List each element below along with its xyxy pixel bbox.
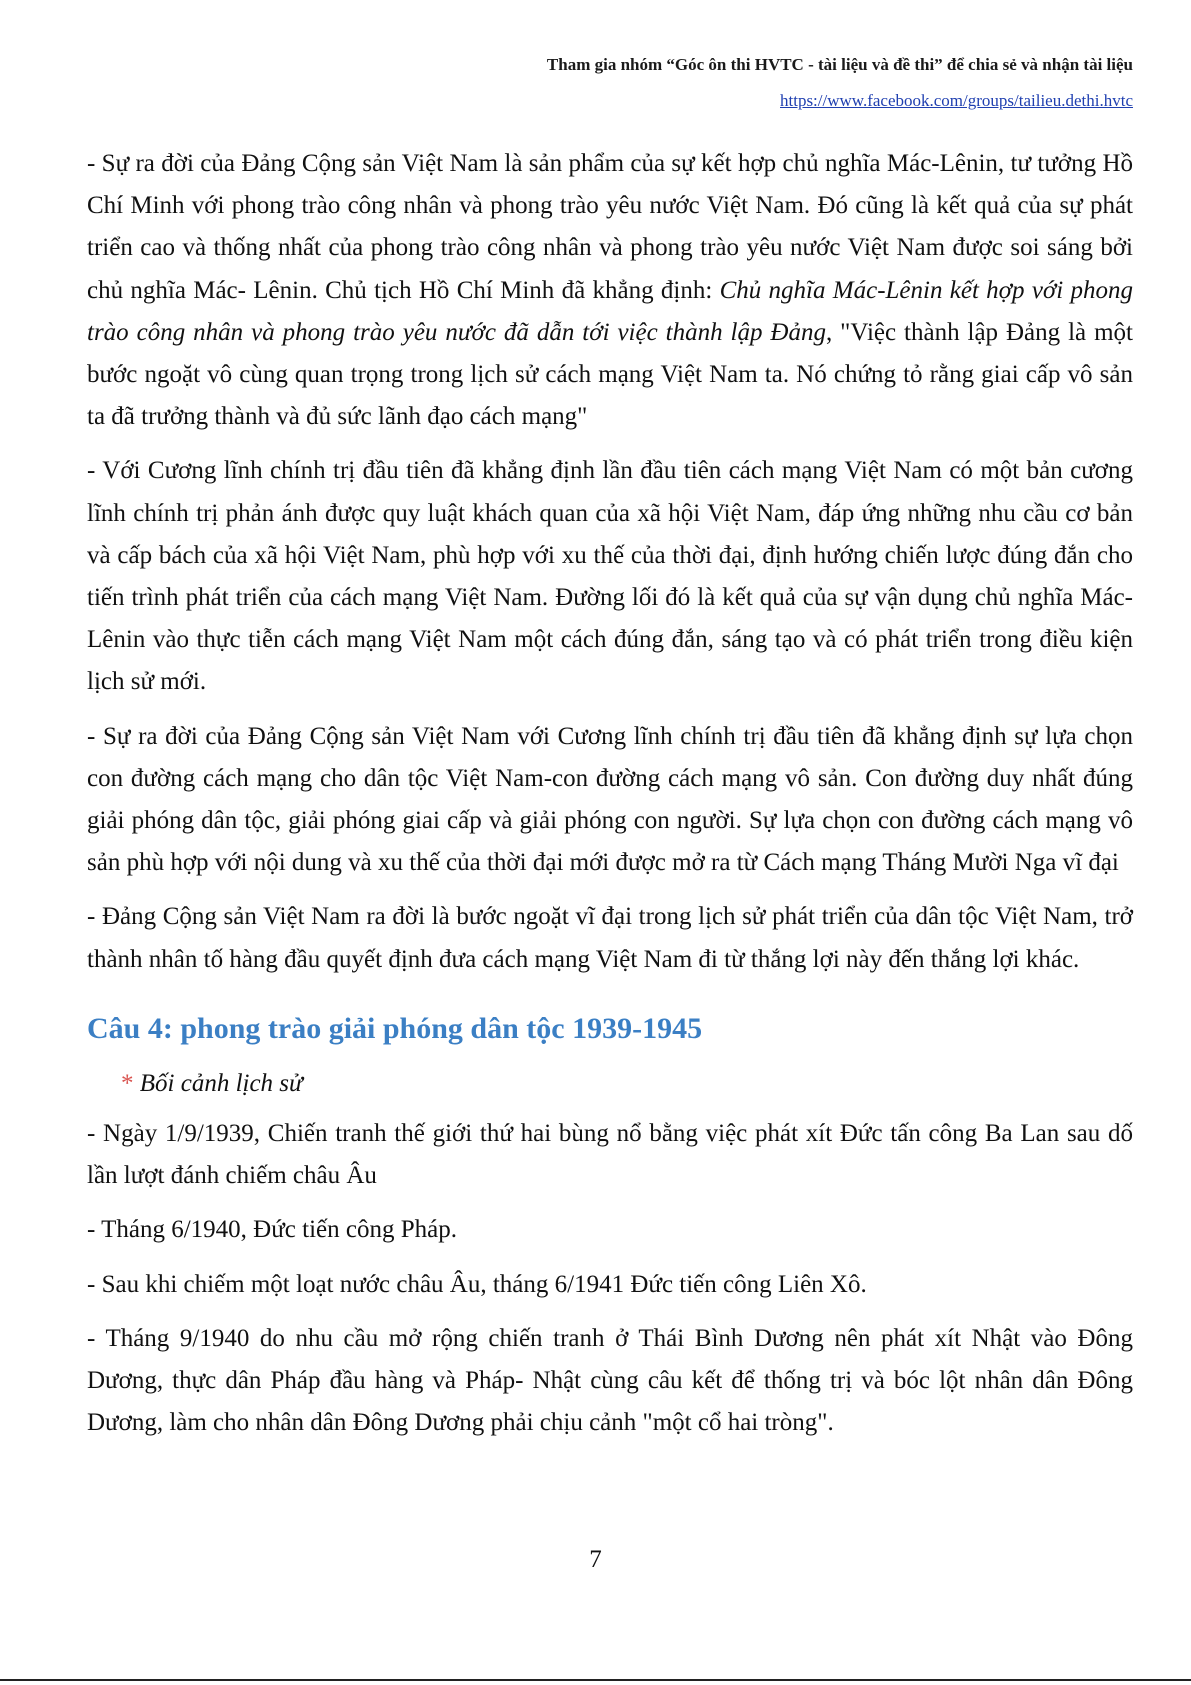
page-content [87,143,1133,1444]
paragraph-text: - Sự ra đời của Đảng Cộng sản Việt Nam là sản phẩm của sự kết hợp chủ nghĩa Mác-Lênin, tư tưởng Hồ Chí Minh với phong trào công nhân và phong trào yêu nước Việt Nam. Đó cũng là kết quả của sự phát triển cao và thống nhất của phong trào công nhân và phong trào yêu nước Việt Nam được soi sáng bởi chủ nghĩa Mác- Lênin. Chủ tịch Hồ Chí Minh đã khẳng định: [87,150,1133,304]
paragraph-text: , "Việc thành lập Đảng là một bước ngoặt vô cùng quan trọng trong lịch sử cách mạng Việt Nam ta. Nó chứng tỏ rằng giai cấp vô sản ta đã trưởng thành và đủ sức lãnh đạo cách mạng" [87,318,1133,431]
section-heading: Câu 4: phong trào giải phóng dân tộc 1939-1945 [87,1011,703,1045]
asterisk-bullet: * [121,1069,134,1097]
paragraph-party-founding [87,143,1133,438]
list-item: - Tháng 6/1940, Đức tiến công Pháp. [87,1216,457,1244]
facebook-group-link[interactable]: https://www.facebook.com/groups/tailieu.dethi.hvtc [780,91,1133,110]
header-title: Tham gia nhóm “Góc ôn thi HVTC - tài liệu và đề thi” để chia sẻ và nhận tài liệu [546,55,1133,74]
paragraph-political-platform: - Với Cương lĩnh chính trị đầu tiên đã khẳng định lần đầu tiên cách mạng Việt Nam có một bản cương lĩnh chính trị phản ánh được quy luật khách quan của xã hội Việt Nam, đáp ứng những nhu cầu cơ bản và cấp bách của xã hội Việt Nam, phù hợp với xu thế của thời đại, định hướng chiến lược đúng đắn cho tiến trình phát triển của cách mạng Việt Nam. Đường lối đó là kết quả của sự vận dụng chủ nghĩa Mác- Lênin vào thực tiễn cách mạng Việt Nam một cách đúng đắn, sáng tạo và có phát triển trong điều kiện lịch sử mới. [87,457,1133,696]
list-item: - Sau khi chiếm một loạt nước châu Âu, tháng 6/1941 Đức tiến công Liên Xô. [87,1270,867,1298]
bottom-divider [0,1679,1191,1681]
list-item: - Ngày 1/9/1939, Chiến tranh thế giới thứ hai bùng nổ bằng việc phát xít Đức tấn công Ba Lan sau dố lần lượt đánh chiếm châu Âu [87,1120,1133,1190]
paragraph-revolution-path: - Sự ra đời của Đảng Cộng sản Việt Nam với Cương lĩnh chính trị đầu tiên đã khẳng định sự lựa chọn con đường cách mạng cho dân tộc Việt Nam-con đường cách mạng vô sản. Con đường duy nhất đúng giải phóng dân tộc, giải phóng giai cấp và giải phóng con người. Sự lựa chọn con đường cách mạng vô sản phù hợp với nội dung và xu thế của thời đại mới được mở ra từ Cách mạng Tháng Mười Nga vĩ đại [87,722,1133,877]
list-item: - Tháng 9/1940 do nhu cầu mở rộng chiến tranh ở Thái Bình Dương nên phát xít Nhật vào Đông Dương, thực dân Pháp đầu hàng và Pháp- Nhật cùng câu kết để thống trị và bóc lột nhân dân Đông Dương, làm cho nhân dân Đông Dương phải chịu cảnh "một cổ hai tròng". [87,1324,1133,1437]
subheading-text: Bối cảnh lịch sử [139,1069,303,1097]
ho-chi-minh-quote: Chủ nghĩa Mác-Lênin kết hợp với phong trào công nhân và phong trào yêu nước đã dẫn tới việc thành lập Đảng [87,276,1133,346]
page-number: 7 [589,1546,602,1573]
paragraph-turning-point: - Đảng Cộng sản Việt Nam ra đời là bước ngoặt vĩ đại trong lịch sử phát triển của dân tộc Việt Nam, trở thành nhân tố hàng đầu quyết định đưa cách mạng Việt Nam đi từ thắng lợi này đến thắng lợi khác. [87,903,1133,973]
subheading-historical-context [121,1063,1133,1105]
